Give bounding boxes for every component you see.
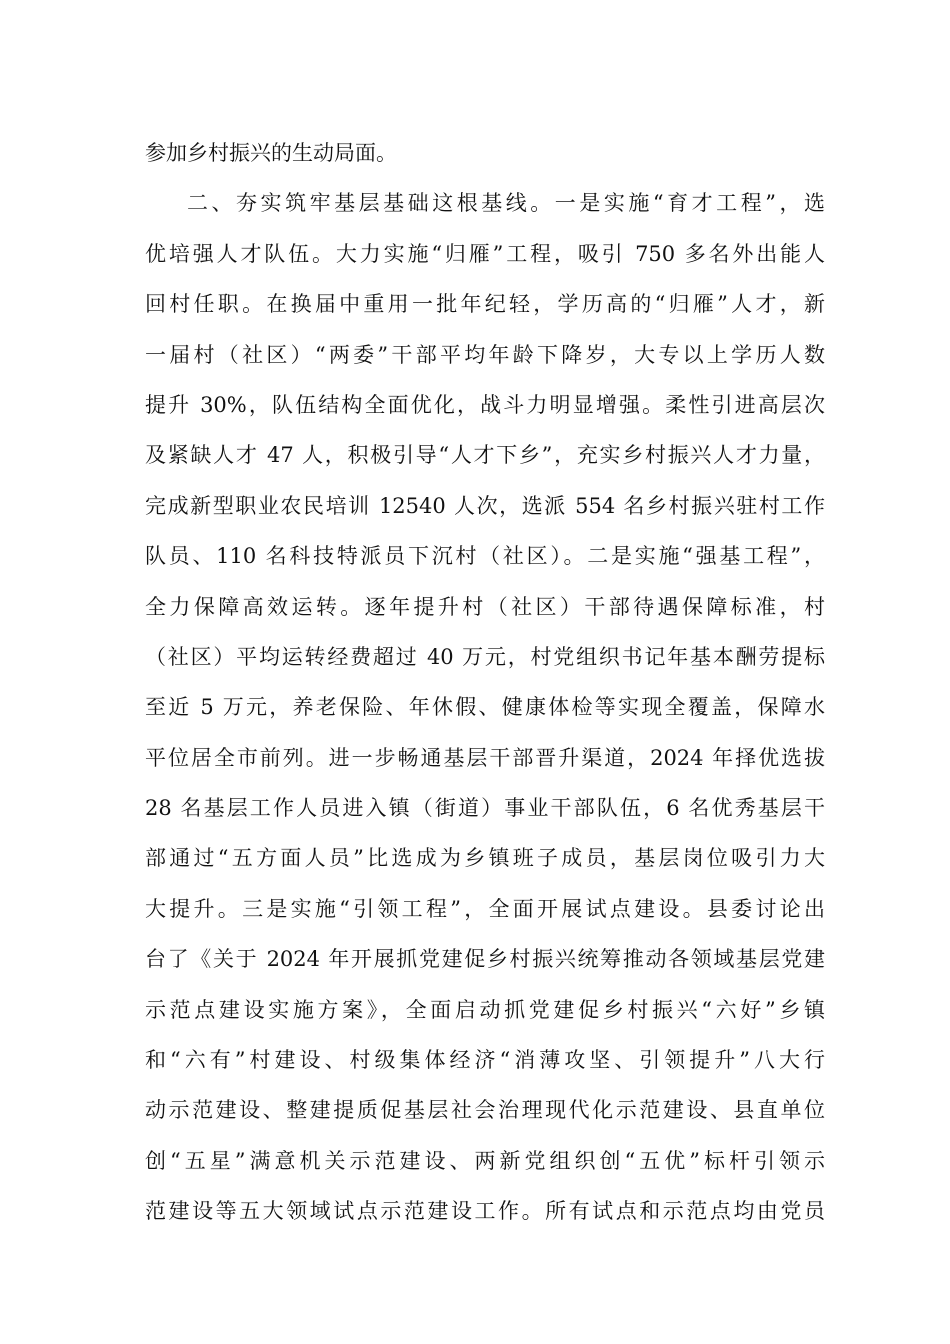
text-line: （社区）平均运转经费超过 40 万元，村党组织书记年基本酬劳提标 [145,644,825,669]
paragraph-first-line: 二、夯实筑牢基层基础这根基线。一是实施“育才工程”，选 [187,191,825,216]
text-line: 及紧缺人才 47 人，积极引导“人才下乡”，充实乡村振兴人才力量， [145,443,825,468]
text-line: 部通过“五方面人员”比选成为乡镇班子成员，基层岗位吸引力大 [145,846,825,871]
text-line: 创“五星”满意机关示范建设、两新党组织创“五优”标杆引领示 [145,1148,825,1173]
text-line: 示范点建设实施方案》，全面启动抓党建促乡村振兴“六好”乡镇 [145,997,825,1022]
text-line: 和“六有”村建设、村级集体经济“消薄攻坚、引领提升”八大行 [145,1048,825,1073]
body-text [145,128,825,1237]
text-line: 平位居全市前列。进一步畅通基层干部晋升渠道，2024 年择优选拔 [145,745,825,770]
text-line: 全力保障高效运转。逐年提升村（社区）干部待遇保障标准，村 [145,594,825,619]
text-line: 参加乡村振兴的生动局面。 [145,141,397,165]
text-line: 动示范建设、整建提质促基层社会治理现代化示范建设、县直单位 [145,1098,825,1123]
text-line: 范建设等五大领域试点示范建设工作。所有试点和示范点均由党员 [145,1199,825,1224]
text-line: 至近 5 万元，养老保险、年休假、健康体检等实现全覆盖，保障水 [145,695,825,720]
text-line: 一届村（社区）“两委”干部平均年龄下降岁，大专以上学历人数 [145,342,825,367]
text-line: 提升 30%，队伍结构全面优化，战斗力明显增强。柔性引进高层次 [145,392,825,417]
text-line: 28 名基层工作人员进入镇（街道）事业干部队伍，6 名优秀基层干 [145,796,825,821]
text-line: 台了《关于 2024 年开展抓党建促乡村振兴统筹推动各领域基层党建 [145,947,825,972]
text-line: 优培强人才队伍。大力实施“归雁”工程，吸引 750 多名外出能人 [145,241,825,266]
text-line: 完成新型职业农民培训 12540 人次，选派 554 名乡村振兴驻村工作 [145,493,825,518]
text-line: 回村任职。在换届中重用一批年纪轻，学历高的“归雁”人才，新 [145,292,825,317]
text-line: 队员、110 名科技特派员下沉村（社区）。二是实施“强基工程”， [145,544,825,569]
text-line: 大提升。三是实施“引领工程”，全面开展试点建设。县委讨论出 [145,896,825,921]
